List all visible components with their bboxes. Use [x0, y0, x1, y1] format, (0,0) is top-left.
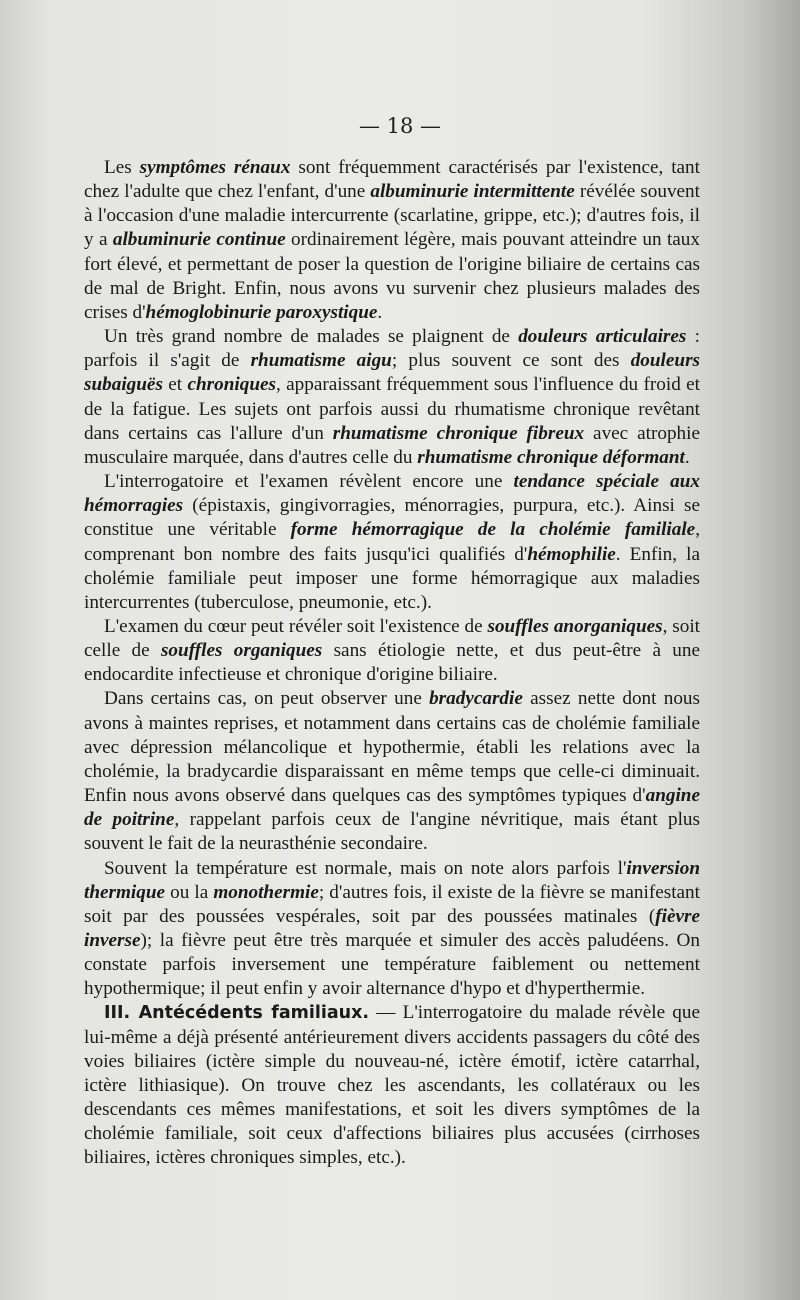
paragraph	[84, 687, 700, 856]
text-run: L'interrogatoire et l'examen révèlent encore une	[104, 471, 514, 493]
section-heading: III. Antécédents familiaux.	[104, 1003, 370, 1024]
emphasized-term: monothermie	[213, 881, 319, 903]
emphasized-term: albuminurie intermittente	[370, 181, 575, 203]
paragraph	[84, 470, 700, 615]
text-run: assez nette dont nous avons à maintes reprises, et notamment dans certains cas de cholémie familiale avec dépression mélancolique et hypothermie, établi les relations avec la cholémie, la bradycardie disparaissant en même temps que celle-ci diminuait. Enfin nous avons observé dans quelques cas des symptômes typiques d'	[84, 688, 700, 807]
emphasized-term: rhumatisme aigu	[250, 350, 392, 372]
page-number: — 18 —	[358, 114, 442, 138]
text-run: révélée souvent à l'occasion d'une maladie intercurrente (scarlatine, grippe, etc.); d'autres fois, il y a	[84, 181, 700, 251]
emphasized-term: rhumatisme chronique fibreux	[332, 422, 585, 444]
emphasized-term: inversion thermique	[84, 857, 700, 903]
text-run: (épistaxis, gingivorragies, ménorragies, purpura, etc.). Ainsi se constitue une véritable	[84, 495, 700, 541]
text-run: Un très grand nombre de malades se plaignent de	[104, 326, 519, 348]
paragraph	[84, 325, 700, 470]
text-run: : parfois il s'agit de	[84, 326, 700, 372]
emphasized-term: douleurs subaiguës	[84, 350, 700, 396]
paragraph	[84, 1001, 700, 1170]
emphasized-term: hémoglobinurie paroxystique	[145, 301, 378, 323]
text-run: — L'interrogatoire du malade révèle que lui-même a déjà présenté antérieurement divers accidents passagers du côté des voies biliaires (ictère simple du nouveau-né, ictère émotif, ictère catarrhal, ictère lithiasique). On trouve chez les ascendants, les collatéraux ou les descendants ces mêmes manifestations, et soit les divers symptômes de la cholémie familiale, soit ceux d'affections biliaires plus accusées (cirrhoses biliaires, ictères chroniques simples, etc.).	[84, 1002, 700, 1169]
emphasized-term: hémophilie	[527, 543, 616, 565]
emphasized-term: rhumatisme chronique déformant	[417, 446, 685, 468]
emphasized-term: albuminurie continue	[112, 229, 286, 251]
emphasized-term: tendance spéciale aux hémorragies	[84, 471, 701, 517]
paragraph	[84, 615, 700, 687]
text-run: , rappelant parfois ceux de l'angine névritique, mais étant plus souvent le fait de la neurasthénie secondaire.	[84, 809, 700, 855]
text-run: sont fréquemment caractérisés par l'existence, tant chez l'adulte que chez l'enfant, d'une	[84, 157, 700, 203]
text-run: .	[377, 301, 383, 323]
text-run: ou la	[165, 881, 214, 903]
text-run: , apparaissant fréquemment sous l'influence du froid et de la fatigue. Les sujets ont parfois aussi du rhumatisme chronique revêtant dans certains cas l'allure d'un	[84, 374, 700, 444]
text-run: , comprenant bon nombre des faits jusqu'ici qualifiés d'	[84, 519, 700, 565]
text-run: ordinairement légère, mais pouvant atteindre un taux fort élevé, et permettant de poser la question de l'origine biliaire de certains cas de mal de Bright. Enfin, nous avons vu survenir chez plusieurs malades des crises d'	[84, 229, 700, 323]
emphasized-term: symptômes rénaux	[139, 157, 291, 178]
text-run: Souvent la température est normale, mais on note alors parfois l'	[104, 857, 627, 879]
text-run: Dans certains cas, on peut observer une	[104, 688, 430, 710]
text-run: Les	[104, 157, 140, 178]
paragraph	[84, 857, 700, 1002]
emphasized-term: chroniques	[187, 374, 276, 396]
emphasized-term: souffles organiques	[160, 640, 323, 662]
text-run: ); la fièvre peut être très marquée et simuler des accès paludéens. On constate parfois inversement une température faiblement ou nettement hypothermique; il peut enfin y avoir alternance d'hypo et d'hyperthermie.	[84, 930, 700, 1000]
emphasized-term: bradycardie	[429, 688, 523, 710]
emphasized-term: souffles anorganiques	[487, 615, 663, 637]
paragraph	[84, 156, 700, 325]
emphasized-term: forme hémorragique de la cholémie familiale	[290, 519, 696, 541]
text-run: L'examen du cœur peut révéler soit l'existence de	[104, 615, 488, 637]
emphasized-term: fièvre inverse	[84, 905, 700, 951]
text-run: . Enfin, la cholémie familiale peut imposer une forme hémorragique aux maladies intercurrentes (tuberculose, pneumonie, etc.).	[84, 543, 700, 613]
text-run: .	[684, 446, 690, 468]
body-text	[84, 156, 700, 1171]
text-run: et	[162, 374, 188, 396]
text-run: ; plus souvent ce sont des	[391, 350, 631, 372]
emphasized-term: douleurs articulaires	[518, 326, 687, 348]
text-run: , soit celle de	[84, 615, 700, 662]
text-run: avec atrophie musculaire marquée, dans d'autres celle du	[84, 422, 700, 468]
text-run: ; d'autres fois, il existe de la fièvre se manifestant soit par des poussées vespérales, soit par des poussées matinales (	[84, 881, 700, 927]
emphasized-term: angine de poitrine	[84, 785, 700, 831]
text-run: sans étiologie nette, et dus peut-être à une endocardite infectieuse et chronique d'origine biliaire.	[84, 640, 700, 686]
